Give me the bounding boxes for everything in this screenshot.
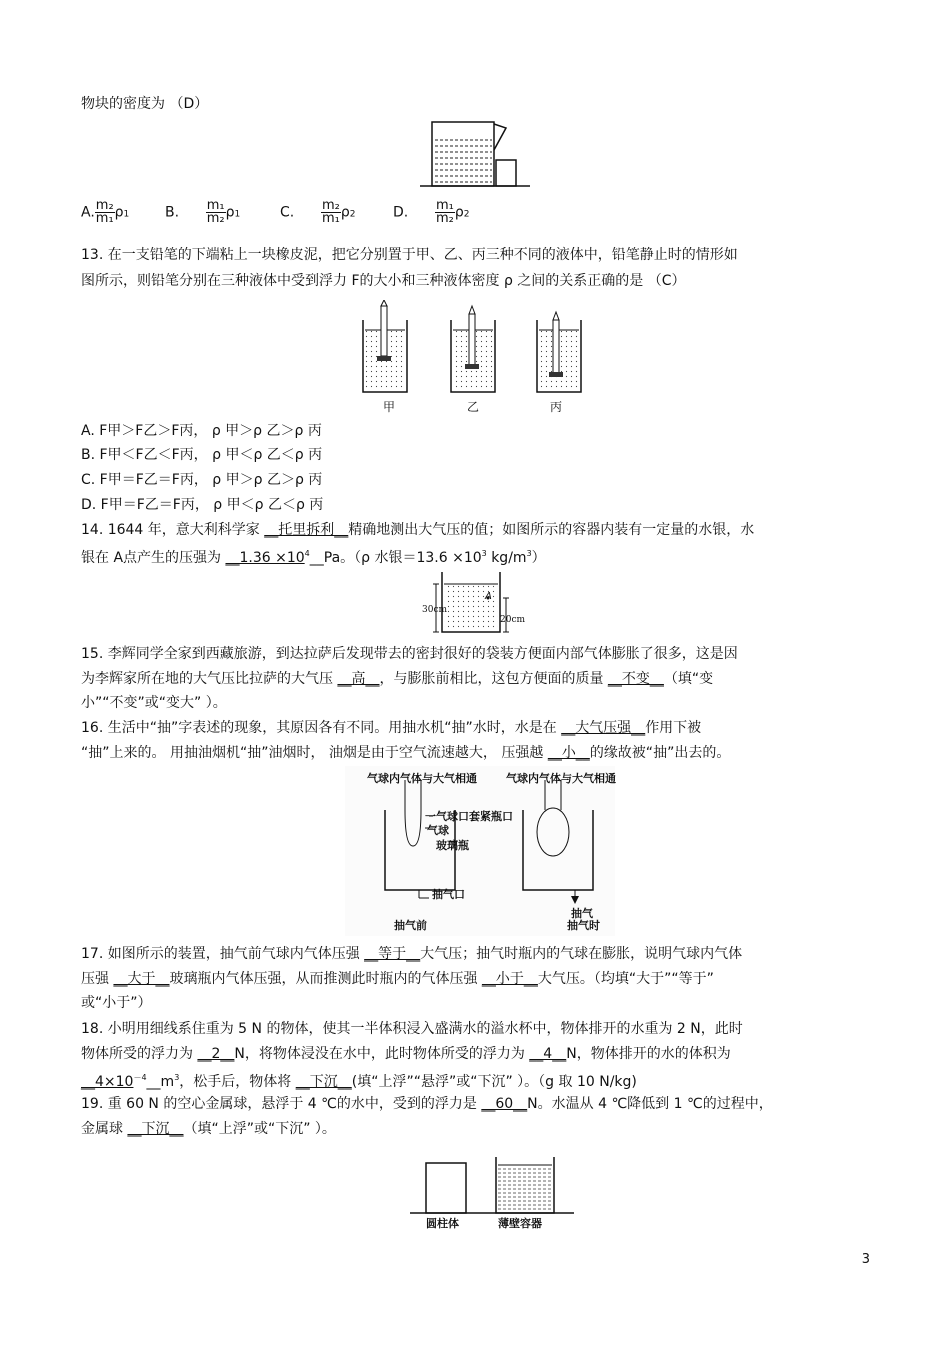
q15-answer-2: __不变__ [607,671,664,687]
q19-answer-2: __下沉__ [127,1121,184,1137]
q17-line1: 17. 如图所示的装置，抽气前气球内气体压强 __等于__大气压；抽气时瓶内的气球在膨胀，说明气球内气体 [81,946,743,962]
q17-line3: 或“小于”） [81,995,152,1011]
fig-label-top-right: 气球内气体与大气相通 [506,772,616,785]
q18-line3: $\_\_4\times 10^{-4}\_\_m^3$，松手后，物体将 __下沉__(填“上浮”“悬浮”或“下沉” ）。（g 取 10 N/kg) [81,1073,637,1090]
q12-tail: 物块的密度为 （D） [81,96,209,112]
q17-answer-3: __小于__ [481,971,538,987]
fig-label-port: 抽气口 [432,888,465,901]
fig-label-20cm: 20cm [500,615,526,625]
q17-answer-1: __等于__ [364,946,421,962]
fig-label-bottle: 玻璃瓶 [436,839,469,852]
fig-label-pump: 抽气 [571,907,593,920]
q16-line1: 16. 生活中“抽”字表述的现象，其原因各有不同。用抽水机“抽”水时，水是在 __大气压强__作用下被 [81,720,702,736]
fig-label-top-left: 气球内气体与大气相通 [367,772,477,785]
cylinder-container-figure [408,1155,578,1219]
q18-answer-1: __2__ [197,1046,235,1062]
fig-label-bing: 丙 [550,400,563,414]
q12-option-a: A. $\frac{\text{m₂}}{\text{m₁}}$ ρ1 [81,198,130,226]
q16-answer-1: __大气压强__ [561,720,646,736]
q14-line2: 银在 A点产生的压强为 __1.36 $\times 10^4\_\_Pa$。（ρ 水银$=13.6 \times 10^3$ $kg/m^3$） [81,549,546,566]
q12-option-b: B. $\frac{\text{m₁}}{\text{m₂}}$ ρ1 [165,198,241,226]
q18-answer-3: __4×10 [81,1074,134,1090]
fig-label-cylinder: 圆柱体 [426,1217,459,1230]
q14-line1: 14. 1644 年，意大利科学家 __托里拆利__精确地测出大气压的值；如图所示的容器内装有一定量的水银，水 [81,522,755,538]
q17-answer-2: __大于__ [113,971,170,987]
q15-line1: 15. 李辉同学全家到西藏旅游，到达拉萨后发现带去的密封很好的袋装方便面内部气体膨胀了很多，这是因 [81,646,738,662]
q12-option-d: D. $\frac{\text{m₁}}{\text{m₂}}$ ρ2 [393,198,470,226]
q16-answer-2: __小__ [547,745,590,761]
fig-label-point-a: A [485,591,492,602]
q13-option-a: A. F甲＞F乙＞F丙， ρ 甲＞ρ 乙＞ρ 丙 [81,423,322,439]
q14-answer-1: __托里拆利__ [264,522,349,538]
fig-label-30cm: 30cm [422,605,448,615]
fig-label-neck: 一气球口套紧瓶口 [425,810,513,823]
q15-line3: 小”“不变”或“变大” ）。 [81,695,227,711]
q13-option-d: D. F甲＝F乙＝F丙， ρ 甲＜ρ 乙＜ρ 丙 [81,497,324,513]
q13-line1: 13. 在一支铅笔的下端粘上一块橡皮泥，把它分别置于甲、乙、丙三种不同的液体中，铅笔静止时的情形如 [81,247,738,263]
q18-line1: 18. 小明用细线系住重为 5 N 的物体，使其一半体积浸入盛满水的溢水杯中，物体排开的水重为 2 N，此时 [81,1021,743,1037]
q15-line2: 为李辉家所在地的大气压比拉萨的大气压 __高__，与膨胀前相比，这包方便面的质量 __不变__（填“变 [81,671,714,687]
page-number: 3 [861,1252,870,1267]
q13-option-c: C. F甲＝F乙＝F丙， ρ 甲＞ρ 乙＞ρ 丙 [81,472,323,488]
q13-line2: 图所示，则铅笔分别在三种液体中受到浮力 F的大小和三种液体密度 ρ 之间的关系正确的是 （C） [81,273,686,289]
q18-line2: 物体所受的浮力为 __2__N，将物体浸没在水中，此时物体所受的浮力为 __4__N，物体排开的水的体积为 [81,1046,731,1062]
fig-caption-during: 抽气时 [567,919,600,932]
q15-answer-1: __高__ [337,671,380,687]
q19-line1: 19. 重 60 N 的空心金属球，悬浮于 4 ℃的水中，受到的浮力是 __60__N。水温从 4 ℃降低到 1 ℃的过程中， [81,1096,773,1112]
fig-label-jia: 甲 [383,400,396,414]
q12-option-c: C. $\frac{\text{m₂}}{\text{m₁}}$ ρ2 [280,198,356,226]
q18-answer-2: __4__ [529,1046,567,1062]
overflow-cup-figure [420,118,530,194]
q17-line2: 压强 __大于__玻璃瓶内气体压强，从而推测此时瓶内的气体压强 __小于__大气压。（均填“大于”“等于” [81,971,714,987]
fig-label-yi: 乙 [467,400,480,414]
q19-line2: 金属球 __下沉__（填“上浮”或“下沉” ）。 [81,1121,336,1137]
fig-label-container: 薄壁容器 [498,1217,542,1230]
fig-label-balloon: 气球 [427,824,449,837]
q19-answer-1: __60__ [481,1096,528,1112]
fig-caption-before: 抽气前 [394,919,427,932]
q13-option-b: B. F甲＜F乙＜F丙， ρ 甲＜ρ 乙＜ρ 丙 [81,447,323,463]
q14-answer-2: __1.36 ×10 [225,550,305,566]
q18-answer-4: __下沉__ [295,1074,352,1090]
q16-line2: “抽”上来的。 用抽油烟机“抽”油烟时， 油烟是由于空气流速越大， 压强越 __小__的缘故被“抽”出去的。 [81,745,731,761]
